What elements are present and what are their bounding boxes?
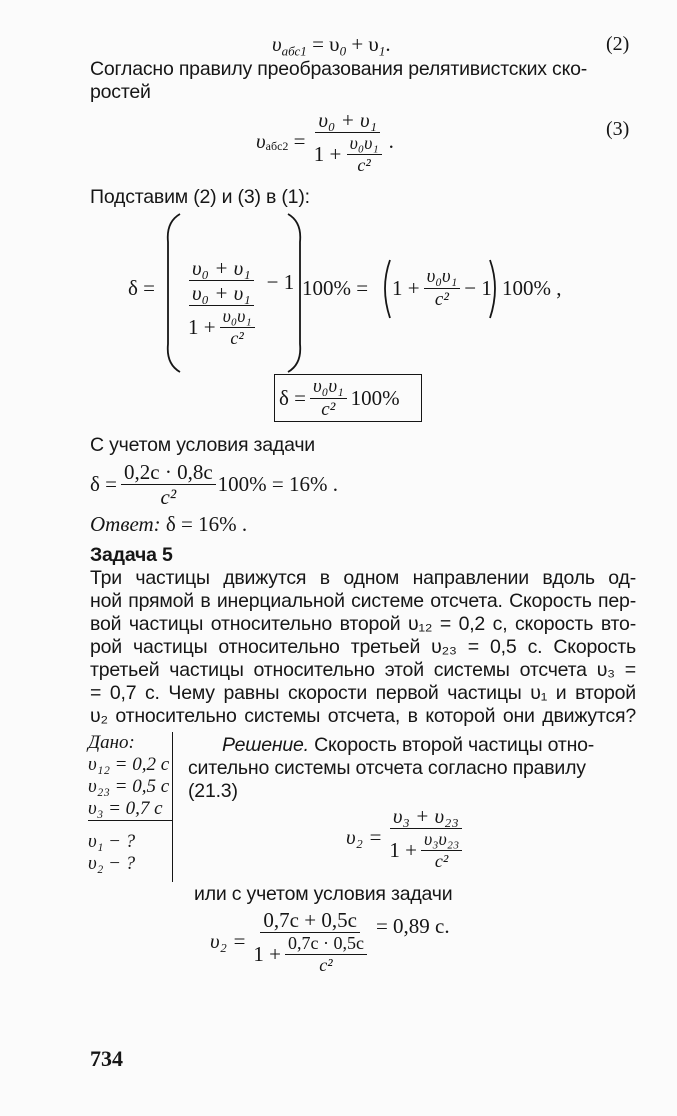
rel-text-line2: ростей <box>90 81 151 103</box>
big-left-paren <box>162 212 184 374</box>
given-block: Дано: υ₁₂ = 0,2 c υ₂₃ = 0,5 c υ₃ = 0,7 c υ₁ − ? υ₂ − ? <box>88 732 173 882</box>
calc-equation: δ = $\frac{0,2c \cdot 0,8c}{\text{c²}}$ 100% = 16% . <box>90 460 338 510</box>
condition-text: С учетом условия задачи <box>90 434 315 456</box>
v2-formula: υ₂ = υ₃ + υ₂₃ 1 + $\frac{\text{υ₃υ₂₃}}{\text{c²}}$ <box>346 804 465 872</box>
equation-3-number: (3) <box>606 118 630 140</box>
page-number: 734 <box>90 1046 123 1071</box>
boxed-result: δ = $\frac{\text{υ₀υ₁}}{\text{c²}}$ 100% <box>274 374 422 422</box>
rel-text-line1: Согласно правилу преобразования релятивистских ско- <box>90 58 588 80</box>
task-title: Задача 5 <box>90 544 173 566</box>
solution-text: Решение. Скорость второй частицы отно- сительно системы отсчета согласно правилу (21.3) <box>188 734 595 802</box>
substitute-text: Подставим (2) и (3) в (1): <box>90 186 310 208</box>
task-text: Три частицы движутся в одном направлении вдоль од- ной прямой в инерциальной системе отсчета. Скорость пер- вой частицы относительно второй υ₁₂ = 0,2 c, скорость вто- рой частицы относительно третьей υ₂₃ = 0,5 c. Скорость третьей частицы относительно этой системы отсчета υ₃ = = 0,7 c. Чему равны скорости первой частицы υ₁ и второй υ₂ относительно системы отсчета, в которой они движутся? <box>90 567 636 727</box>
right-right-paren <box>488 258 502 320</box>
equation-3: υ $_{абс2}$ = υ₀ + υ₁ 1 + $\frac{\text{υ₀υ₁}}{\text{c²}}$ . <box>256 108 394 175</box>
v2-numeric-formula: υ₂ = 0,7c + 0,5c 1 + $\frac{0,7c \cdot 0,5c}{\text{c²}}$ = 0,89 c. <box>210 908 450 975</box>
answer: Ответ: δ = 16% . <box>90 512 248 536</box>
condition2-text: или с учетом условия задачи <box>194 883 453 905</box>
equation-2-number: (2) <box>606 33 630 55</box>
delta-equation: δ = υ₀ + υ₁ υ₀ + υ₁ 1 + $\frac{\text{υ₀υ₁}}{\text{c²}}$ − 1 100% = 1 + $\frac{\text{υ₀υ₁}}{\text{c²}}$ − 1 100% , <box>128 212 598 382</box>
eq3-fraction: υ₀ + υ₁ 1 + $\frac{\text{υ₀υ₁}}{\text{c²}}$ <box>311 108 385 176</box>
right-left-paren <box>378 258 392 320</box>
inner-fraction: υ₀ + υ₁ υ₀ + υ₁ 1 + $\frac{\text{υ₀υ₁}}{\text{c²}}$ <box>182 256 261 349</box>
equation-2: $\upsilon_{абс1} = \upsilon_0 + \upsilon_1$. <box>272 32 391 59</box>
